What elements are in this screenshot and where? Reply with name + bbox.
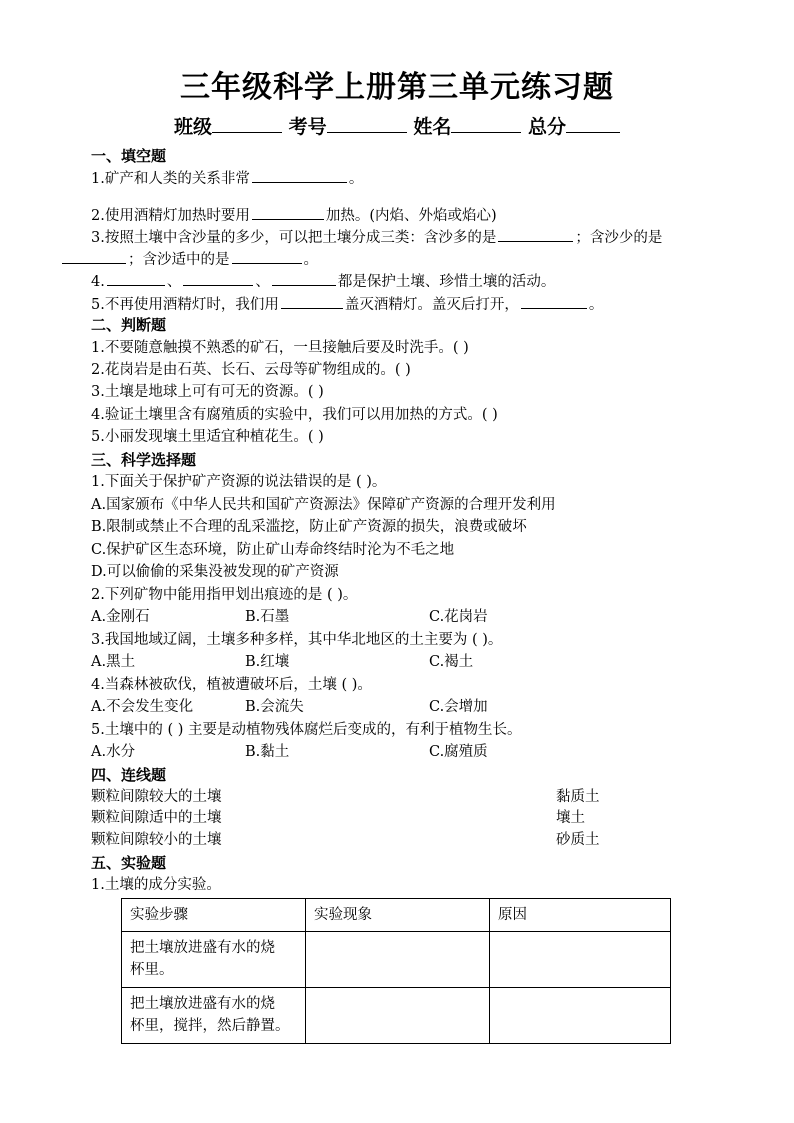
choice-question-2: 2.下列矿物中能用指甲划出痕迹的是 ( )。 (91, 587, 358, 603)
choice-question-1: 1.下面关于保护矿产资源的说法错误的是 ( )。 (91, 474, 387, 490)
student-info-line (0, 112, 794, 139)
step-cell (122, 932, 306, 988)
choice-5-option-b: B.黏土 (245, 744, 290, 760)
answer-blank[interactable] (107, 270, 165, 286)
q3-mid: ；含沙少的是 (575, 230, 663, 246)
step-text-line: 杯里，搅拌，然后静置。 (130, 1018, 290, 1034)
page-title: 三年级科学上册第三单元练习题 (180, 70, 614, 105)
q4-end: 都是保护土壤、珍惜土壤的活动。 (337, 274, 556, 290)
header-reason: 原因 (490, 899, 671, 932)
score-blank[interactable] (566, 114, 620, 133)
fill-question-3-cont (60, 248, 318, 270)
match-left-item[interactable]: 颗粒间隙较大的土壤 (91, 789, 222, 805)
score-label: 总分 (527, 116, 566, 138)
choice-question-3: 3.我国地域辽阔，土壤多种多样，其中华北地区的土主要为 ( )。 (91, 632, 503, 648)
choice-5-option-c: C.腐殖质 (429, 744, 488, 760)
answer-blank[interactable] (252, 204, 324, 220)
section-choice-heading: 三、科学选择题 (91, 451, 197, 469)
answer-blank[interactable] (281, 293, 343, 309)
step-text-line: 把土壤放进盛有水的烧 (130, 940, 275, 956)
match-left-item[interactable]: 颗粒间隙较小的土壤 (91, 832, 222, 848)
class-blank[interactable] (212, 114, 282, 133)
q5-end: 。 (588, 297, 604, 313)
phenomenon-cell[interactable] (306, 988, 490, 1044)
fill-question-2 (91, 204, 497, 226)
step-text-line: 杯里。 (130, 962, 174, 978)
choice-1-option-c: C.保护矿区生态环境，防止矿山寿命终结时沦为不毛之地 (91, 542, 455, 558)
reason-cell[interactable] (490, 988, 671, 1044)
table-header-row (122, 899, 671, 932)
answer-blank[interactable] (232, 248, 302, 264)
name-label: 姓名 (413, 116, 452, 138)
choice-4-option-b: B.会流失 (245, 699, 304, 715)
step-text-line: 把土壤放进盛有水的烧 (130, 996, 275, 1012)
answer-blank[interactable] (272, 270, 336, 286)
choice-1-option-b: B.限制或禁止不合理的乱采滥挖，防止矿产资源的损失，浪费或破坏 (91, 519, 527, 535)
choice-2-option-a: A.金刚石 (91, 609, 150, 625)
q4-sep: 、 (166, 274, 182, 290)
answer-blank[interactable] (521, 293, 587, 309)
section-experiment-heading: 五、实验题 (91, 854, 167, 872)
section-fill-blank-heading: 一、填空题 (91, 147, 167, 165)
answer-blank[interactable] (498, 226, 573, 242)
number-blank[interactable] (327, 114, 407, 133)
q2-text: 2.使用酒精灯加热时要用 (91, 208, 250, 224)
choice-question-4: 4.当森林被砍伐，植被遭破坏后，土壤 ( )。 (91, 677, 372, 693)
q4-num: 4. (91, 274, 105, 290)
match-right-item[interactable]: 黏质土 (556, 789, 600, 805)
judge-question-3: 3.土壤是地球上可有可无的资源。( ) (91, 384, 324, 400)
fill-question-3 (91, 226, 662, 248)
header-step: 实验步骤 (122, 899, 306, 932)
choice-4-option-c: C.会增加 (429, 699, 488, 715)
q2-end: 加热。(内焰、外焰或焰心) (325, 208, 497, 224)
q3-cont: ；含沙适中的是 (128, 252, 230, 268)
choice-3-option-c: C.褐土 (429, 654, 474, 670)
fill-question-4 (91, 270, 555, 292)
answer-blank[interactable] (252, 167, 347, 183)
answer-blank[interactable] (62, 248, 126, 264)
answer-blank[interactable] (183, 270, 253, 286)
choice-3-option-a: A.黑土 (91, 654, 136, 670)
q5-mid: 盖灭酒精灯。盖灭后打开， (344, 297, 519, 313)
experiment-table (121, 898, 671, 1044)
judge-question-5: 5.小丽发现壤土里适宜种植花生。( ) (91, 429, 324, 445)
fill-question-5 (91, 293, 603, 315)
q5-text: 5.不再使用酒精灯时，我们用 (91, 297, 279, 313)
choice-2-option-b: B.石墨 (245, 609, 290, 625)
choice-1-option-a: A.国家颁布《中华人民共和国矿产资源法》保障矿产资源的合理开发利用 (91, 497, 556, 513)
reason-cell[interactable] (490, 932, 671, 988)
choice-3-option-b: B.红壤 (245, 654, 290, 670)
q1-text: 1.矿产和人类的关系非常 (91, 171, 250, 187)
q1-end: 。 (348, 171, 364, 187)
choice-2-option-c: C.花岗岩 (429, 609, 488, 625)
judge-question-2: 2.花岗岩是由石英、长石、云母等矿物组成的。( ) (91, 362, 411, 378)
section-matching-heading: 四、连线题 (91, 766, 167, 784)
choice-5-option-a: A.水分 (91, 744, 136, 760)
phenomenon-cell[interactable] (306, 932, 490, 988)
class-label: 班级 (174, 116, 213, 138)
choice-question-5: 5.土壤中的 ( ) 主要是动植物残体腐烂后变成的，有利于植物生长。 (91, 722, 522, 738)
q4-sep: 、 (255, 274, 270, 290)
judge-question-1: 1.不要随意触摸不熟悉的矿石，一旦接触后要及时洗手。( ) (91, 340, 469, 356)
q3-text: 3.按照土壤中含沙量的多少，可以把土壤分成三类：含沙多的是 (91, 230, 497, 246)
fill-question-1 (91, 167, 363, 189)
number-label: 考号 (288, 116, 327, 138)
q3-end: 。 (303, 252, 318, 268)
choice-1-option-d: D.可以偷偷的采集没被发现的矿产资源 (91, 564, 339, 580)
judge-question-4: 4.验证土壤里含有腐殖质的实验中，我们可以用加热的方式。( ) (91, 407, 498, 423)
choice-4-option-a: A.不会发生变化 (91, 699, 194, 715)
match-left-item[interactable]: 颗粒间隙适中的土壤 (91, 810, 222, 826)
header-phenomenon: 实验现象 (306, 899, 490, 932)
step-cell (122, 988, 306, 1044)
name-blank[interactable] (451, 114, 521, 133)
section-judgement-heading: 二、判断题 (91, 316, 167, 334)
match-right-item[interactable]: 壤土 (556, 810, 585, 826)
match-right-item[interactable]: 砂质土 (556, 832, 600, 848)
table-row (122, 988, 671, 1044)
table-row (122, 932, 671, 988)
experiment-question-1: 1.土壤的成分实验。 (91, 877, 221, 893)
